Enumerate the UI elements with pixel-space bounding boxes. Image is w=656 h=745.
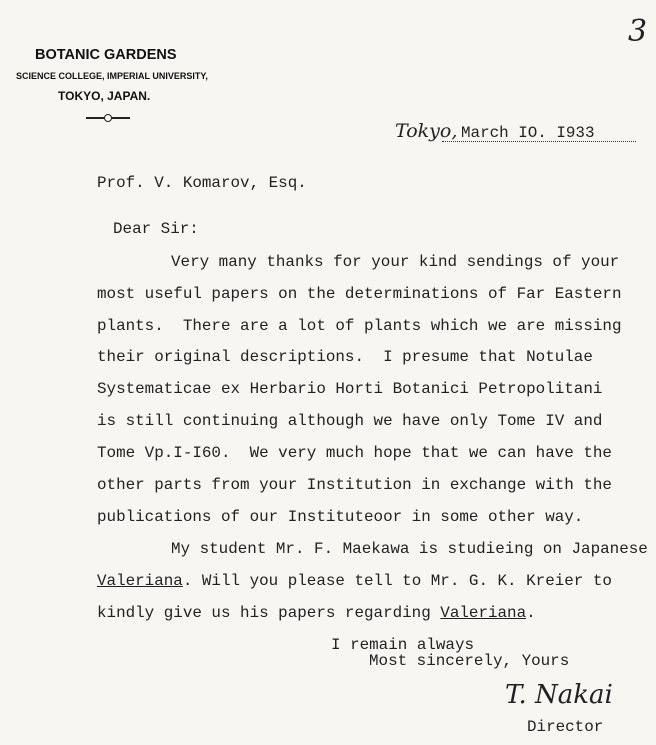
letterhead-location: TOKYO, JAPAN. xyxy=(58,89,151,103)
underlined-genus: Valeriana xyxy=(440,604,527,622)
closing-line: I remain always xyxy=(331,636,475,654)
ornament-divider xyxy=(86,117,130,119)
signature: T. Nakai xyxy=(505,680,613,710)
date: March IO. I933 xyxy=(461,124,595,142)
body-line: Systematicae ex Herbario Horti Botanici Petropolitani xyxy=(97,380,603,398)
body-line: most useful papers on the determinations of Far Eastern xyxy=(97,285,622,303)
underlined-genus: Valeriana xyxy=(97,572,183,590)
body-line: other parts from your Institution in exchange with the xyxy=(97,476,612,494)
body-line: their original descriptions. I presume that Notulae xyxy=(97,348,593,366)
body-line: Very many thanks for your kind sendings of your xyxy=(171,253,620,271)
body-line: plants. There are a lot of plants which we are missing xyxy=(97,317,622,335)
body-text: . Will you please tell to Mr. G. K. Kreier to xyxy=(182,572,612,590)
body-line xyxy=(97,604,536,622)
body-line: Tome Vp.I-I60. We very much hope that we can have the xyxy=(97,444,612,462)
signatory-title: Director xyxy=(527,718,604,736)
recipient: Prof. V. Komarov, Esq. xyxy=(97,174,307,192)
letterhead-name: BOTANIC GARDENS xyxy=(35,47,177,63)
salutation: Dear Sir: xyxy=(113,220,199,238)
body-line: publications of our Instituteoor in some other way. xyxy=(97,508,584,526)
body-line: is still continuing although we have only Tome IV and xyxy=(97,412,603,430)
place: Tokyo, xyxy=(395,120,458,142)
page-number: 3 xyxy=(628,14,648,49)
body-line xyxy=(97,572,612,590)
body-text: kindly give us his papers regarding xyxy=(97,604,441,622)
body-text: . xyxy=(526,604,536,622)
closing-line: Most sincerely, Yours xyxy=(369,652,570,670)
body-line: My student Mr. F. Maekawa is studieing on Japanese xyxy=(171,540,648,558)
letterhead-institution: SCIENCE COLLEGE, IMPERIAL UNIVERSITY, xyxy=(16,71,208,81)
